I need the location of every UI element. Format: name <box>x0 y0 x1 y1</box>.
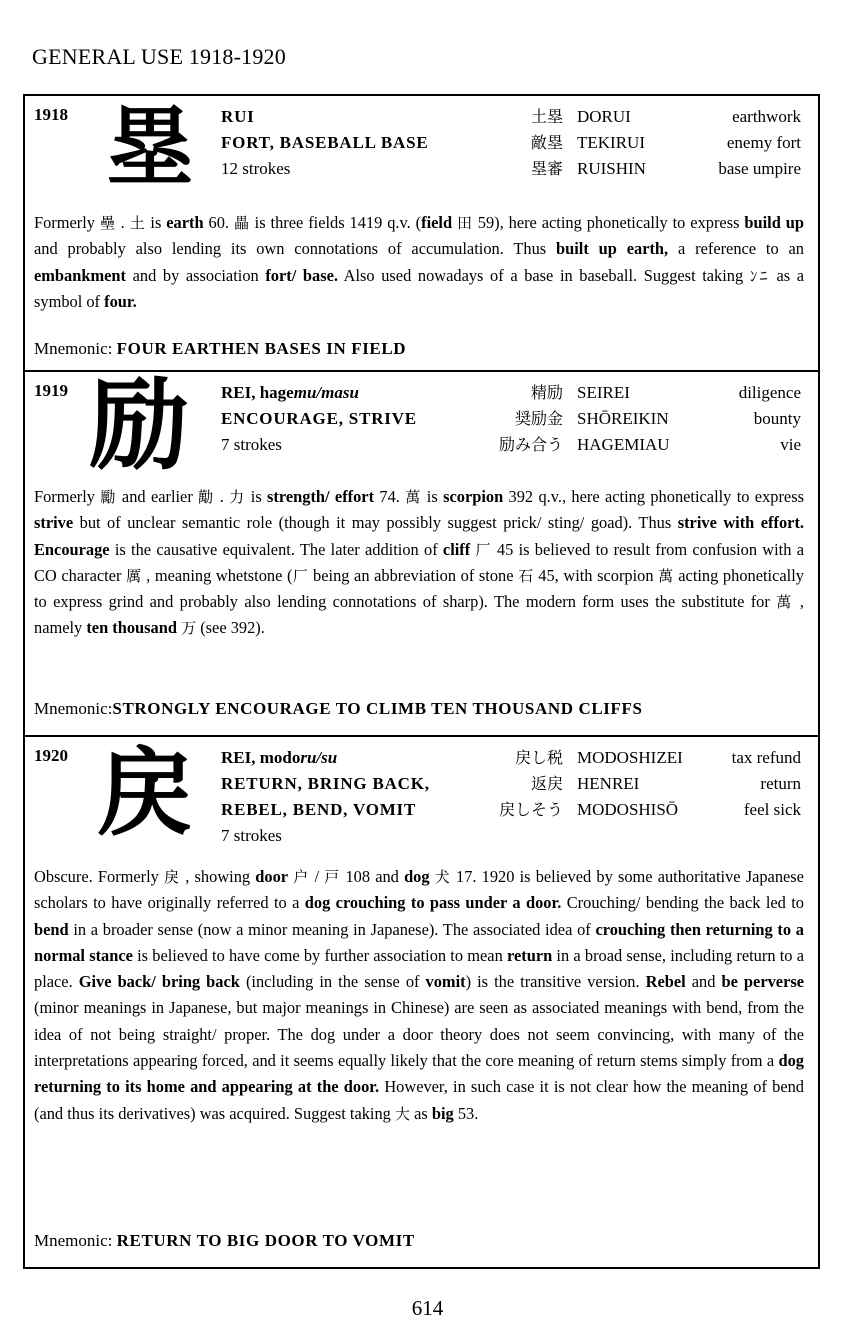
example-romaji: MODOSHISŌ <box>577 800 679 819</box>
mnemonic: Mnemonic:STRONGLY ENCOURAGE TO CLIMB TEN THOUSAND CLIFFS <box>34 699 643 718</box>
stroke-count: 7 strokes <box>221 826 282 845</box>
explanation: Formerly 勵 and earlier 勱 . 力 is strength/ effort 74. 萬 is scorpion 392 q.v., here acting phonetically to express strive but of unclear semantic role (though it may possibly suggest prick/ sting/ goad). Thus strive with effort. Encourage is the causative equivalent. The later addition of cliff 厂 45 is believed to result from confusion with a CO character 厲 , meaning whetstone (厂 being an abbreviation of stone 石 45, with scorpion 萬 acting phonetically to express grind and probably also lending connotations of sharp). The modern form uses the substitute for 萬 , namely ten thousand 万 (see 392). <box>34 487 804 638</box>
meaning: ENCOURAGE, STRIVE <box>221 409 417 428</box>
headword-kanji: 戻 <box>97 737 193 849</box>
example-romaji: SHŌREIKIN <box>577 409 669 428</box>
example-romaji: RUISHIN <box>577 159 646 178</box>
reading: RUI <box>221 107 255 126</box>
meaning-line-1: RETURN, BRING BACK, <box>221 774 430 793</box>
example-romaji: MODOSHIZEI <box>577 748 683 767</box>
example-kanji: 精励 <box>530 383 563 402</box>
explanation: Obscure. Formerly 戾 , showing door 户 / 戸 108 and dog 犬 17. 1920 is believed by some authoritative Japanese scholars to have originally referred to a dog crouching to pass under a door. Crouching/ bending the back led to bend in a broader sense (now a minor meaning in Japanese). The associated idea of crouching then returning to a normal stance is believed to have come by further association to mean return in a broad sense, including return to a place. Give back/ bring back (including in the sense of vomit) is the transitive version. Rebel and be perverse (minor meanings in Japanese, but major meanings in Chinese) are seen as associated meanings with bend, from the idea of not being straight/ proper. The dog under a door theory does not seem convincing, with many of the interpretations appearing forced, and it seems equally likely that the core meaning of return stems simply from a dog returning to its home and appearing at the door. However, in such case it is not clear how the meaning of bend (and thus its derivatives) was acquired. Suggest taking 大 as big 53. <box>34 867 804 1123</box>
example-meaning: earthwork <box>732 107 801 126</box>
entry-1920 <box>25 737 818 1267</box>
entry-1918 <box>25 96 818 372</box>
meaning: FORT, BASEBALL BASE <box>221 133 429 152</box>
mnemonic: Mnemonic: FOUR EARTHEN BASES IN FIELD <box>34 339 407 358</box>
stroke-count: 12 strokes <box>221 159 291 178</box>
stroke-count: 7 strokes <box>221 435 282 454</box>
example-romaji: TEKIRUI <box>577 133 645 152</box>
headword-kanji: 塁 <box>107 97 193 197</box>
example-kanji: 戻し税 <box>514 748 563 767</box>
example-kanji: 励み合う <box>498 435 563 454</box>
running-head: GENERAL USE 1918-1920 <box>32 44 286 69</box>
mnemonic: Mnemonic: RETURN TO BIG DOOR TO VOMIT <box>34 1231 415 1250</box>
example-romaji: SEIREI <box>577 383 630 402</box>
example-meaning: base umpire <box>718 159 801 178</box>
example-meaning: vie <box>780 435 801 454</box>
headword-kanji: 励 <box>89 367 189 484</box>
example-romaji: DORUI <box>577 107 631 126</box>
entries-frame <box>23 94 820 1269</box>
page-number: 614 <box>411 1296 444 1320</box>
entry-1919 <box>25 367 818 737</box>
explanation: Formerly 壘 . 土 is earth 60. 畾 is three fields 1419 q.v. (field 田 59), here acting phonetically to express build up and probably also lending its own connotations of accumulation. Thus built up earth, a reference to an embankment and by association fort/ base. Also used nowadays of a base in baseball. Suggest taking ﾝﾆ as a symbol of four. <box>34 213 804 311</box>
example-meaning: return <box>760 774 801 793</box>
entry-number: 1919 <box>34 381 68 400</box>
example-meaning: bounty <box>753 409 801 428</box>
example-meaning: tax refund <box>731 748 801 767</box>
entry-number: 1918 <box>34 105 68 124</box>
entry-number: 1920 <box>34 746 68 765</box>
example-kanji: 塁審 <box>530 159 563 178</box>
example-kanji: 返戻 <box>530 774 563 793</box>
example-romaji: HENREI <box>577 774 640 793</box>
reading: REI, hagemu/masu <box>221 383 359 402</box>
example-meaning: diligence <box>738 383 801 402</box>
example-romaji: HAGEMIAU <box>577 435 670 454</box>
example-kanji: 土塁 <box>530 107 563 126</box>
example-kanji: 戻しそう <box>498 800 563 819</box>
meaning-line-2: REBEL, BEND, VOMIT <box>221 800 417 819</box>
example-kanji: 奨励金 <box>514 409 563 428</box>
example-meaning: feel sick <box>743 800 801 819</box>
example-meaning: enemy fort <box>726 133 801 152</box>
example-kanji: 敵塁 <box>530 133 563 152</box>
reading: REI, modoru/su <box>221 748 338 767</box>
